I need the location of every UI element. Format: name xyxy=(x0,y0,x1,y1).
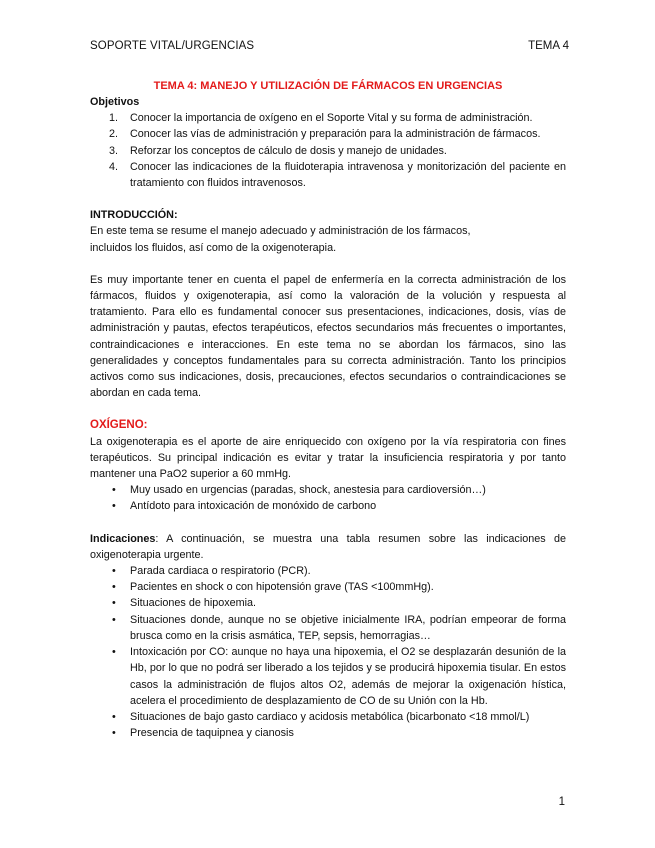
list-item xyxy=(90,709,566,725)
list-number: 1. xyxy=(109,112,119,125)
list-item-text: Antídoto para intoxicación de monóxido de carbono xyxy=(130,500,377,513)
oxygen-heading: OXÍGENO: xyxy=(90,419,148,432)
page-number: 1 xyxy=(558,796,565,808)
list-item-text: Intoxicación por CO: aunque no haya una hipoxemia, el O2 se desplazarán desunión de la Hb, por lo que no podrá ser liberado a los tejidos y se producirá hipoxemia tisular. En estos casos la administración de flujos altos O2, además de mejorar la oxigenación hística, acelera el procedimiento de desplazamiento de CO de su Unión con la Hb. xyxy=(130,646,566,707)
list-number: 3. xyxy=(109,144,119,157)
header-left: SOPORTE VITAL/URGENCIAS xyxy=(90,40,255,52)
list-item-text: Conocer la importancia de oxígeno en el Soporte Vital y su forma de administración. xyxy=(130,112,533,125)
bullet-icon: • xyxy=(112,581,116,594)
list-item xyxy=(90,644,566,709)
bullet-icon: • xyxy=(112,613,116,626)
list-number: 2. xyxy=(109,128,119,141)
intro-heading: INTRODUCCIÓN: xyxy=(90,209,178,222)
indications-intro xyxy=(90,531,566,563)
list-item-text: Conocer las vías de administración y preparación para la administración de fármacos. xyxy=(130,128,541,141)
objectives-list xyxy=(90,110,566,191)
list-item-text: Conocer las indicaciones de la fluidoterapia intravenosa y monitorización del paciente en tratamiento con fluidos intravenosos. xyxy=(130,160,566,190)
list-item-text: Muy usado en urgencias (paradas, shock, anestesia para cardioversión…) xyxy=(130,484,486,497)
list-number: 4. xyxy=(109,160,119,173)
page-title: TEMA 4: MANEJO Y UTILIZACIÓN DE FÁRMACOS EN URGENCIAS xyxy=(153,80,503,92)
intro-paragraph-1: En este tema se resume el manejo adecuado y administración de los fármacos, incluidos los fluidos, así como de la oxigenoterapia. xyxy=(90,225,471,254)
intro-paragraph-2: Es muy importante tener en cuenta el papel de enfermería en la correcta administración de los fármacos, fluidos y oxigenoterapia, así como la valoración de la volución y respuesta al tratamiento. Para ello es fundamental conocer sus presentaciones, indicaciones, dosis, vías de administración y pautas, efectos terapéuticos, efectos secundarios más frecuentes o importantes, contraindicaciones e interacciones. En este tema no se abordan los fármacos, sino las generalidades y conceptos fundamentales para su correcta administración. Tanto los principios activos como sus indicaciones, dosis, precauciones, efectos secundarios o contraindicaciones se abordan en cada tema. xyxy=(90,273,566,400)
list-item xyxy=(90,595,566,611)
list-item xyxy=(90,143,566,159)
list-item xyxy=(90,563,566,579)
bullet-icon: • xyxy=(112,710,116,723)
list-item-text: Reforzar los conceptos de cálculo de dosis y manejo de unidades. xyxy=(130,144,447,157)
list-item-text: Pacientes en shock o con hipotensión grave (TAS <100mmHg). xyxy=(130,581,434,594)
header-right: TEMA 4 xyxy=(528,40,569,52)
bullet-icon: • xyxy=(112,597,116,610)
bullet-icon: • xyxy=(112,484,116,497)
bullet-icon: • xyxy=(112,727,116,740)
list-item xyxy=(90,498,566,514)
list-item xyxy=(90,482,566,498)
list-item-text: Presencia de taquipnea y cianosis xyxy=(130,727,294,740)
list-item xyxy=(90,126,566,142)
list-item xyxy=(90,110,566,126)
list-item xyxy=(90,612,566,644)
list-item-text: Situaciones de hipoxemia. xyxy=(130,597,257,610)
list-item-text: Situaciones donde, aunque no se objetive inicialmente IRA, podrían empeorar de forma brusca como en la crisis asmática, TEP, sepsis, hemorragias… xyxy=(130,613,566,642)
indications-label: Indicaciones xyxy=(90,532,156,545)
list-item xyxy=(90,159,566,191)
objectives-heading: Objetivos xyxy=(90,96,140,108)
indications-bullets xyxy=(90,563,566,741)
bullet-icon: • xyxy=(112,500,116,513)
list-item xyxy=(90,725,566,741)
list-item-text: Situaciones de bajo gasto cardiaco y acidosis metabólica (bicarbonato <18 mmol/L) xyxy=(130,710,530,723)
list-item xyxy=(90,579,566,595)
bullet-icon: • xyxy=(112,565,116,578)
oxygen-bullets xyxy=(90,482,566,514)
oxygen-paragraph: La oxigenoterapia es el aporte de aire enriquecido con oxígeno por la vía respiratoria con fines terapéuticos. Su principal indicación es evitar y tratar la insuficiencia respiratoria y por tanto mantener una PaO2 superior a 60 mmHg. xyxy=(90,435,566,481)
list-item-text: Parada cardiaca o respiratorio (PCR). xyxy=(130,565,311,578)
indications-intro-text: : A continuación, se muestra una tabla resumen sobre las indicaciones de oxigenoterapia urgente. xyxy=(90,532,566,561)
bullet-icon: • xyxy=(112,646,116,659)
document-body xyxy=(90,78,566,741)
